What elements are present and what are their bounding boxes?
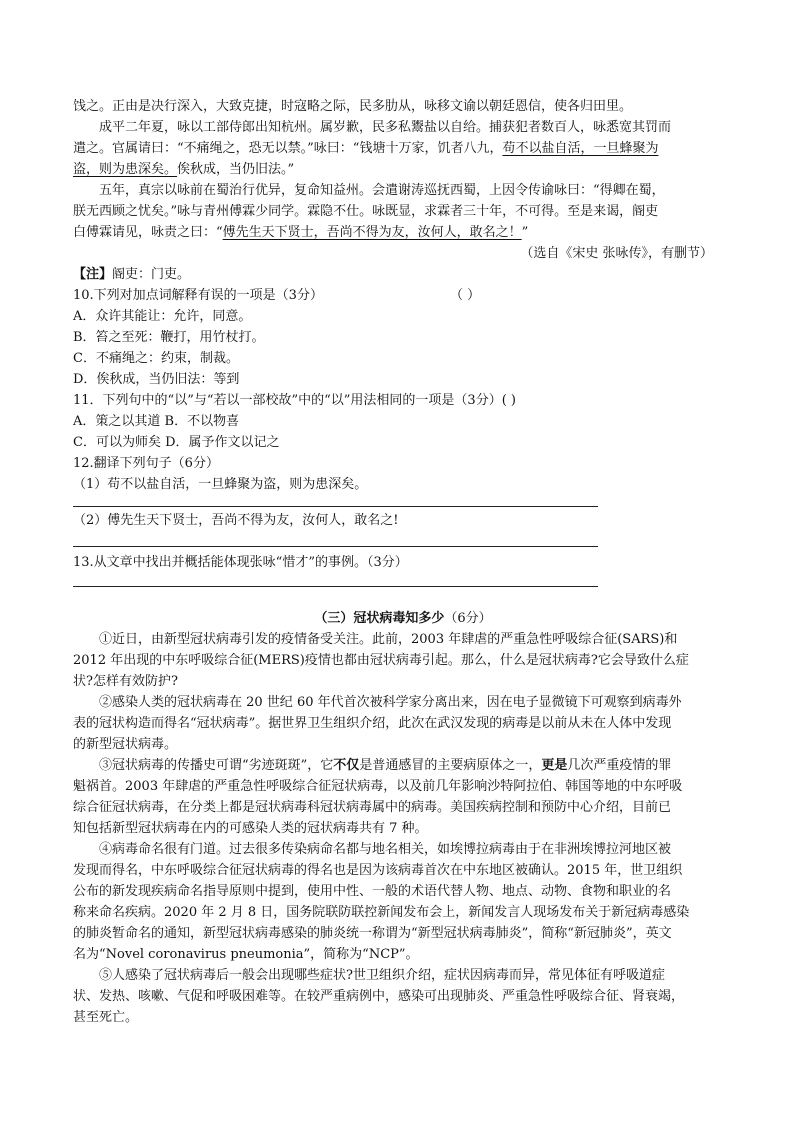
article-line: ④病毒命名很有门道。过去很多传染病命名都与地名相关，如埃博拉病毒由于在非洲埃博拉河地区被 [99, 842, 672, 857]
answer-line[interactable] [73, 586, 598, 587]
answer-line[interactable] [73, 546, 598, 547]
options-ab: A．策之以其道 B．不以物喜 [73, 414, 240, 429]
options-cd: C．可以为师矣 D．属予作文以记之 [73, 435, 280, 450]
passage-line: 朕无西顾之忧矣。”咏与青州傅霖少同学。霖隐不仕。咏既显，求霖者三十年，不可得。至是来谒，阍吏 [73, 204, 659, 219]
question-13-stem: 13.从文章中找出并概括能体现张咏“惜才”的事例。（3分） [73, 555, 408, 570]
article-text: 是普通感冒的主要病原体之一， [359, 758, 542, 773]
article-line: 综合征冠状病毒，在分类上都是冠状病毒科冠状病毒属中的病毒。美国疾病控制和预防中心介绍，目前已 [73, 800, 672, 815]
article-line: 公布的新发现疾病命名指导原则中提到，使用中性、一般的术语代替人物、地点、动物、食物和职业的名 [73, 884, 672, 899]
passage-line: 成平二年夏，咏以工部侍郎出知杭州。属岁歉，民多私鬻盐以自给。捕获犯者数百人，咏悉宽其罚而 [99, 120, 672, 135]
article-line: 状、发热、咳嗽、气促和呼吸困难等。在较严重病例中，感染可出现肺炎、严重急性呼吸综合征、肾衰竭， [73, 989, 685, 1004]
question-12-sentence-1: （1）苟不以盐自活，一旦蜂聚为盗，则为患深矣。 [73, 477, 368, 492]
emphasis-text: 不仅 [333, 758, 360, 773]
article-line [99, 755, 759, 776]
passage-line: 饯之。正由是决行深入，大致克捷，时寇略之际，民多肋从，咏移文谕以朝廷恩信，使各归田里。 [73, 99, 633, 114]
answer-line[interactable] [73, 506, 598, 507]
passage-text: 白傅霖请见，咏责之曰：“ [73, 225, 223, 240]
section-score: （6分） [444, 611, 492, 626]
article-line: 的肺炎暂命名的通知，新型冠状病毒感染的肺炎统一称谓为“新型冠状病毒肺炎”，简称“新冠肺炎”，英文 [73, 926, 672, 941]
passage-text: 遣之。官属请曰：“不痛绳之，恐无以禁。”咏曰：“钱塘十万家，饥者八九， [73, 141, 503, 156]
article-line: 2012 年出现的中东呼吸综合征(MERS)疫情也都由冠状病毒引起。那么，什么是冠状病毒?它会导致什么症 [73, 653, 689, 668]
article-line: 表的冠状构造而得名“冠状病毒”。据世界卫生组织介绍，此次在武汉发现的病毒是以前从未在人体中发现 [73, 716, 672, 731]
question-11-stem: 11．下列句中的“以”与“若以一部校故”中的“以”用法相同的一项是（3分）( ) [73, 393, 516, 408]
article-text: ③冠状病毒的传播史可谓“劣迹斑斑”，它 [99, 758, 334, 773]
article-line: 的新型冠状病毒。 [73, 737, 178, 752]
question-12-sentence-2: （2）傅先生天下贤士，吾尚不得为友，汝何人，敢名之! [73, 513, 399, 528]
passage-line [73, 222, 733, 243]
option-c: C．不痛绳之：约束，制裁。 [73, 351, 239, 366]
option-a: A．众许其能让：允许，同意。 [73, 309, 252, 324]
article-line: 魁祸首。2003 年肆虐的严重急性呼吸综合征冠状病毒，以及前几年影响沙特阿拉伯、韩国等地的中东呼吸 [73, 779, 683, 794]
underlined-sentence: 傅先生天下贤士，吾尚不得为友，汝何人，敢名之！ [222, 225, 522, 240]
passage-line: 五年，真宗以咏前在蜀治行优异，复命知益州。会遣谢涛巡抚西蜀，上因令传谕咏曰：“得卿在蜀， [99, 183, 665, 198]
article-line: ⑤人感染了冠状病毒后一般会出现哪些症状?世卫组织介绍，症状因病毒而异，常见体征有呼吸道症 [99, 968, 665, 983]
passage-line [73, 159, 733, 180]
question-text: 10.下列对加点词解释有误的一项是（3分） [73, 288, 323, 303]
passage-line [73, 138, 733, 159]
section-title [73, 608, 733, 629]
article-line: 称来命名疾病。2020 年 2 月 8 日，国务院联防联控新闻发布会上，新闻发言人现场发布关于新冠病毒感染 [73, 905, 690, 920]
article-line: 甚至死亡。 [73, 1010, 139, 1025]
article-line: ②感染人类的冠状病毒在 20 世纪 60 年代首次被科学家分离出来，因在电子显微镜下可观察到病毒外 [99, 695, 682, 710]
passage-source: （选自《宋史 张咏传》，有删节） [520, 246, 713, 261]
article-text: 几次严重疫情的罪 [567, 758, 672, 773]
underlined-sentence: 苟不以盐自活，一旦蜂聚为 [502, 141, 659, 156]
emphasis-text: 更是 [541, 758, 568, 773]
article-line: 发现而得名，中东呼吸综合征冠状病毒的得名也是因为该病毒首次在中东地区被确认。2015 年，世卫组织 [73, 863, 683, 878]
answer-paren: （ ） [450, 288, 481, 303]
note [73, 264, 733, 285]
note-label: 【注】 [73, 267, 113, 282]
option-d: D．俟秋成，当仍旧法：等到 [73, 372, 240, 387]
article-line: 知包括新型冠状病毒在内的可感染人类的冠状病毒共有 7 种。 [73, 821, 428, 836]
article-line: ①近日，由新型冠状病毒引发的疫情备受关注。此前，2003 年肆虐的严重急性呼吸综合征(SARS)和 [99, 632, 678, 647]
option-b: B．笞之至死：鞭打，用竹杖打。 [73, 330, 265, 345]
underlined-sentence: 盗，则为患深矣。 [73, 162, 178, 177]
article-line: 名为“Novel coronavirus pneumonia”，简称为“NCP”。 [73, 947, 419, 962]
question-12-stem: 12.翻译下列句子（6分） [73, 456, 219, 471]
question-10-stem [73, 285, 733, 306]
article-line: 状?怎样有效防护? [73, 674, 178, 689]
note-text: 阍吏：门吏。 [112, 267, 191, 282]
passage-text: ” [521, 225, 529, 240]
section-title-text: （三）冠状病毒知多少 [314, 611, 445, 626]
passage-text: 俟秋成，当仍旧法。” [177, 162, 295, 177]
